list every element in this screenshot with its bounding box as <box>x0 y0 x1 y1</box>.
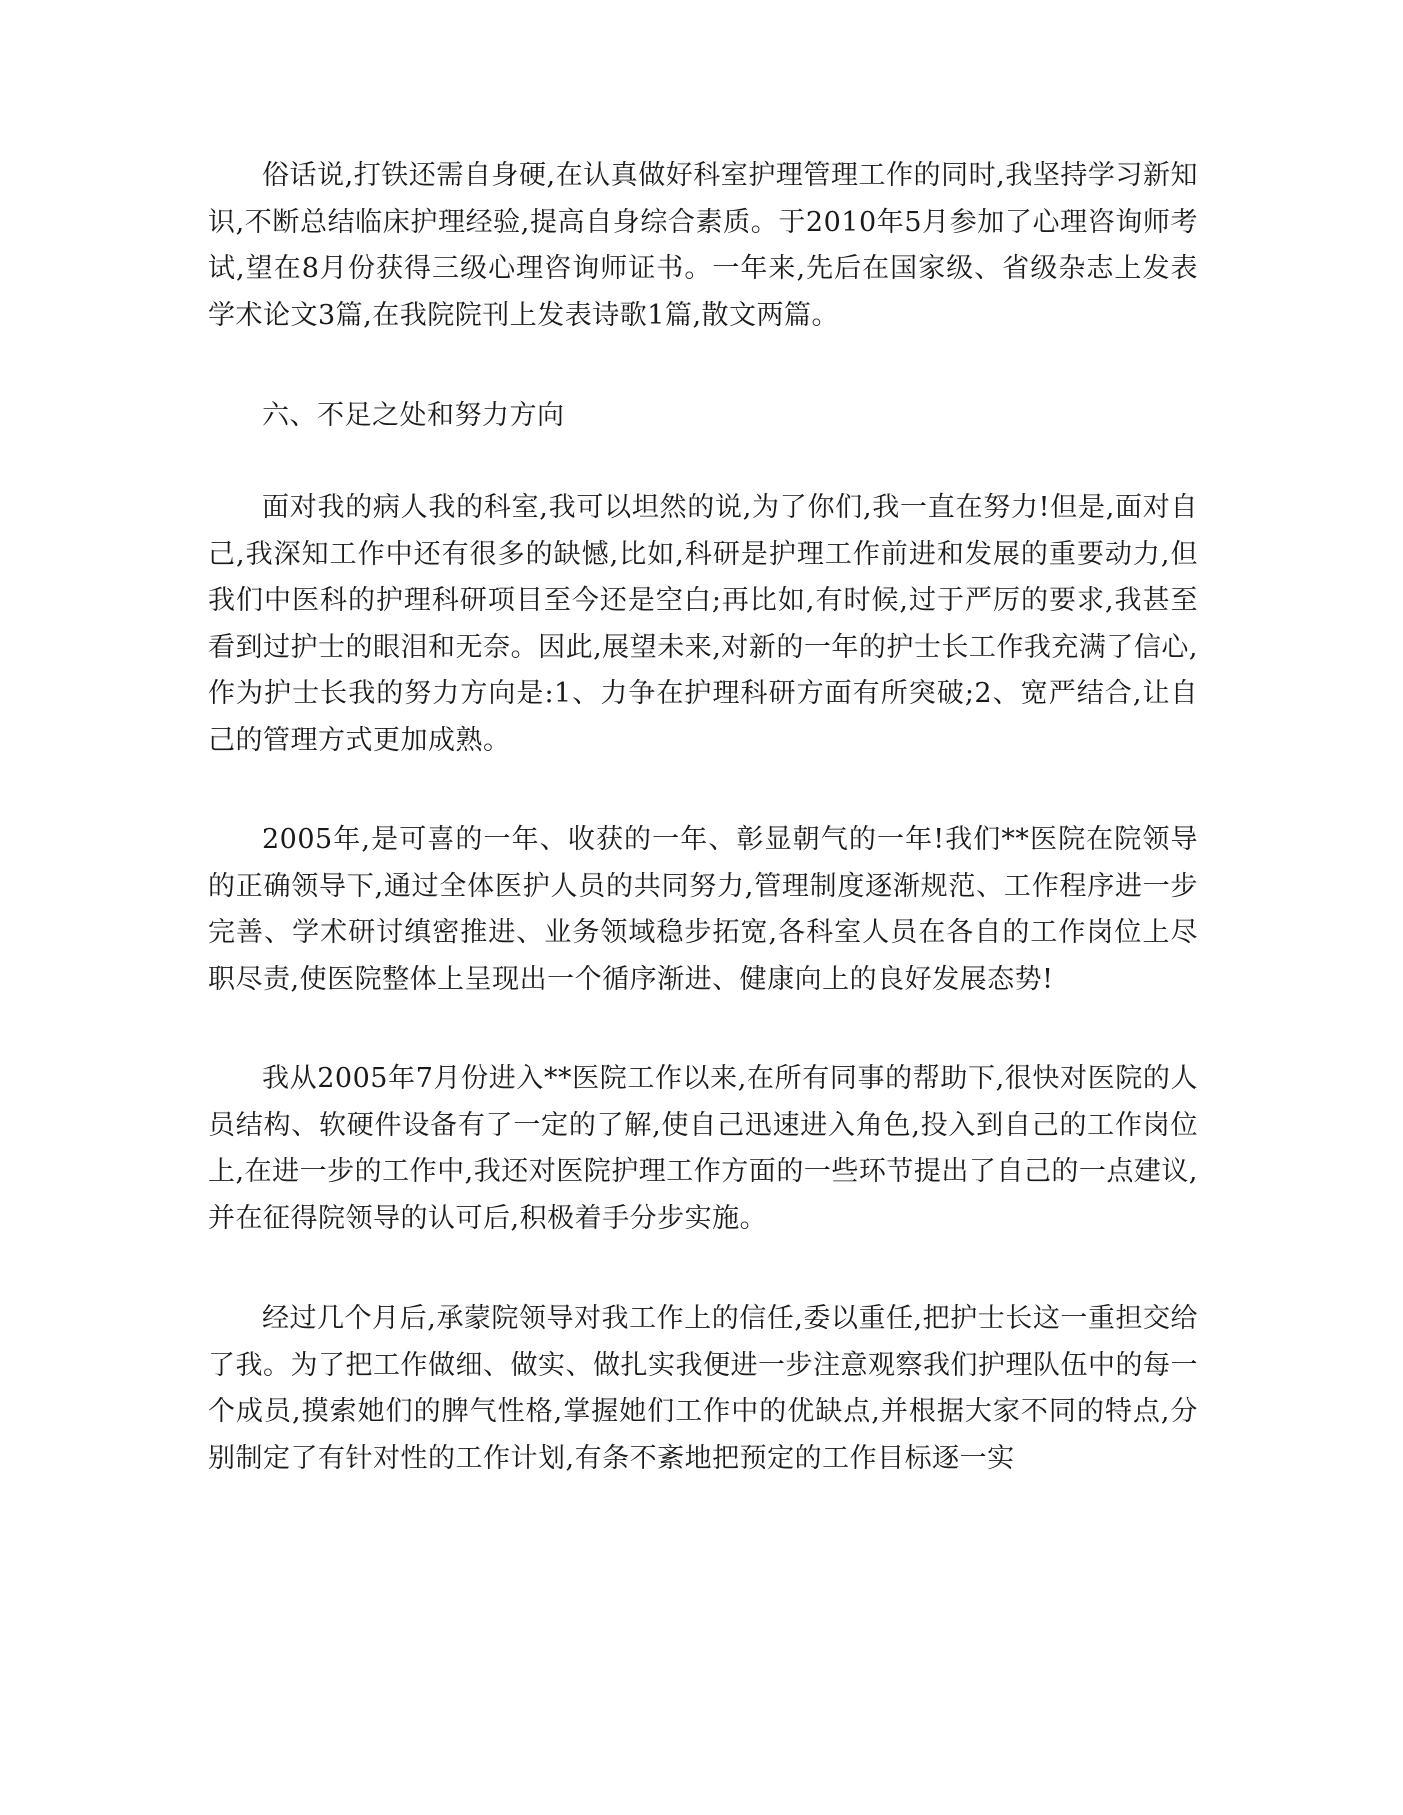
paragraph-head-nurse: 经过几个月后,承蒙院领导对我工作上的信任,委以重任,把护士长这一重担交给了我。为了把工作做细、做实、做扎实我便进一步注意观察我们护理队伍中的每一个成员,摸索她们的脾气性格,掌握她们工作中的优缺点,并根据大家不同的特点,分别制定了有针对性的工作计划,有条不紊地把预定的工作目标逐一实 <box>208 1303 1198 1474</box>
paragraph-self-study: 俗话说,打铁还需自身硬,在认真做好科室护理管理工作的同时,我坚持学习新知识,不断总结临床护理经验,提高自身综合素质。于2010年5月参加了心理咨询师考试,望在8月份获得三级心理咨询师证书。一年来,先后在国家级、省级杂志上发表学术论文3篇,在我院院刊上发表诗歌1篇,散文两篇。 <box>208 160 1198 331</box>
section-heading-shortcomings: 六、不足之处和努力方向 <box>262 400 565 431</box>
paragraph-shortcomings: 面对我的病人我的科室,我可以坦然的说,为了你们,我一直在努力!但是,面对自己,我深知工作中还有很多的缺憾,比如,科研是护理工作前进和发展的重要动力,但我们中医科的护理科研项目至今还是空白;再比如,有时候,过于严厉的要求,我甚至看到过护士的眼泪和无奈。因此,展望未来,对新的一年的护士长工作我充满了信心,作为护士长我的努力方向是:1、力争在护理科研方面有所突破;2、宽严结合,让自己的管理方式更加成熟。 <box>208 492 1198 756</box>
paragraph-year-2005: 2005年,是可喜的一年、收获的一年、彰显朝气的一年!我们**医院在院领导的正确领导下,通过全体医护人员的共同努力,管理制度逐渐规范、工作程序进一步完善、学术研讨缜密推进、业务领域稳步拓宽,各科室人员在各自的工作岗位上尽职尽责,使医院整体上呈现出一个循序渐进、健康向上的良好发展态势! <box>208 824 1198 995</box>
paragraph-joining-hospital: 我从2005年7月份进入**医院工作以来,在所有同事的帮助下,很快对医院的人员结构、软硬件设备有了一定的了解,使自己迅速进入角色,投入到自己的工作岗位上,在进一步的工作中,我还对医院护理工作方面的一些环节提出了自己的一点建议,并在征得院领导的认可后,积极着手分步实施。 <box>208 1063 1198 1234</box>
